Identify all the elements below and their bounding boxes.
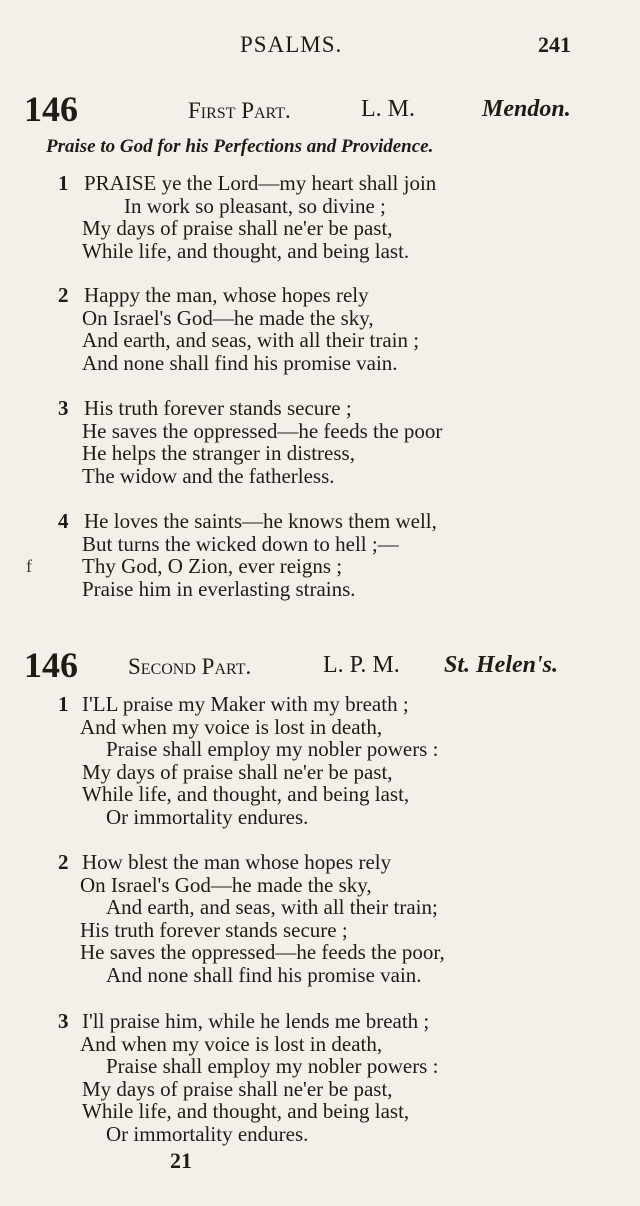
- verse-line: His truth forever stands secure ;: [80, 917, 348, 942]
- verse-line: I'll praise him, while he lends me breath ;: [82, 1009, 430, 1033]
- verse-line: He saves the oppressed—he feeds the poor,: [80, 940, 445, 965]
- stanza-line: [0, 284, 640, 307]
- stanza-line: [0, 510, 640, 533]
- stanza-line: [0, 578, 640, 601]
- hymn-number: 146: [24, 645, 78, 685]
- stanza-line: [0, 1078, 640, 1101]
- stanza-number: 3: [58, 1009, 69, 1033]
- verse-line: Happy the man, whose hopes rely: [84, 283, 369, 307]
- stanza-line: [0, 240, 640, 263]
- stanza-line: [0, 761, 640, 784]
- stanza-number: 2: [58, 283, 69, 307]
- stanza-line: [0, 738, 640, 761]
- hymn-header-second-part: [0, 644, 640, 688]
- stanza-line: [0, 172, 640, 195]
- verse-line: My days of praise shall ne'er be past,: [82, 759, 393, 784]
- stanza-line: [0, 307, 640, 330]
- verse-line: And none shall find his promise vain.: [106, 962, 422, 987]
- verse-line: While life, and thought, and being last,: [82, 782, 410, 807]
- verse-line: But turns the wicked down to hell ;—: [82, 531, 399, 556]
- verse-line: While life, and thought, and being last,: [82, 1099, 410, 1124]
- stanza-line: [0, 442, 640, 465]
- stanza-line: [0, 783, 640, 806]
- hymn-meter: L. M.: [361, 96, 415, 122]
- stanza-1-first-part: [0, 172, 640, 262]
- stanza-line: [0, 397, 640, 420]
- verse-line: And when my voice is lost in death,: [80, 1031, 383, 1056]
- stanza-line: [0, 420, 640, 443]
- stanza-3-first-part: [0, 397, 640, 487]
- page-number: 241: [538, 32, 571, 57]
- stanza-line: [0, 874, 640, 897]
- stanza-line: [0, 716, 640, 739]
- verse-line: The widow and the fatherless.: [82, 463, 335, 488]
- stanza-2-second-part: [0, 851, 640, 987]
- verse-line: And none shall find his promise vain.: [82, 350, 398, 375]
- stanza-line: [0, 1010, 640, 1033]
- verse-line: My days of praise shall ne'er be past,: [82, 1076, 393, 1101]
- stanza-line: [0, 329, 640, 352]
- verse-line: Or immortality endures.: [106, 804, 309, 829]
- verse-line: I'LL praise my Maker with my breath ;: [82, 692, 409, 716]
- verse-line: My days of praise shall ne'er be past,: [82, 216, 393, 241]
- hymn-number: 146: [24, 89, 78, 129]
- verse-line: He saves the oppressed—he feeds the poor: [82, 418, 443, 443]
- verse-line: Praise shall employ my nobler powers :: [106, 1054, 439, 1079]
- verse-line: PRAISE ye the Lord—my heart shall join: [84, 171, 437, 195]
- verse-line: In work so pleasant, so divine ;: [124, 193, 386, 218]
- running-head: [0, 30, 640, 64]
- verse-line: On Israel's God—he made the sky,: [82, 305, 374, 330]
- stanza-number: 1: [58, 692, 69, 716]
- verse-line: On Israel's God—he made the sky,: [80, 872, 372, 897]
- verse-line: He helps the stranger in distress,: [82, 441, 355, 466]
- stanza-3-second-part: [0, 1010, 640, 1146]
- stanza-number: 1: [58, 171, 69, 195]
- stanza-line: [0, 1055, 640, 1078]
- verse-line: Praise shall employ my nobler powers :: [106, 737, 439, 762]
- stanza-line: [0, 195, 640, 218]
- stanza-line: [0, 1123, 640, 1146]
- verse-line: And earth, and seas, with all their train;: [106, 895, 438, 920]
- stanza-line: [0, 555, 640, 578]
- signature-mark: 21: [170, 1148, 192, 1173]
- hymn-tune: Mendon.: [482, 96, 571, 122]
- verse-line: And earth, and seas, with all their train ;: [82, 328, 420, 353]
- verse-line: And when my voice is lost in death,: [80, 714, 383, 739]
- verse-line: While life, and thought, and being last.: [82, 238, 410, 263]
- verse-line: He loves the saints—he knows them well,: [84, 509, 437, 533]
- stanza-line: [0, 217, 640, 240]
- stanza-number: 2: [58, 850, 69, 874]
- stanza-line: [0, 1033, 640, 1056]
- hymn-part: Second Part.: [128, 654, 252, 679]
- verse-line: His truth forever stands secure ;: [84, 396, 352, 420]
- hymn-header-first-part: [0, 88, 640, 132]
- stanza-line: [0, 465, 640, 488]
- running-title: PSALMS.: [240, 32, 343, 57]
- stanza-line: [0, 941, 640, 964]
- verse-line: Praise him in everlasting strains.: [82, 576, 356, 601]
- stanza-line: [0, 533, 640, 556]
- stanza-line: [0, 806, 640, 829]
- margin-dynamic-mark: f: [26, 556, 32, 576]
- stanza-line: [0, 693, 640, 716]
- verse-line: Thy God, O Zion, ever reigns ;: [82, 554, 343, 579]
- stanza-line: [0, 964, 640, 987]
- hymn-subtitle: Praise to God for his Perfections and Providence.: [46, 136, 434, 157]
- verse-line: How blest the man whose hopes rely: [82, 850, 392, 874]
- hymn-tune: St. Helen's.: [444, 652, 559, 678]
- hymn-meter: L. P. M.: [323, 652, 400, 678]
- stanza-4-first-part: [0, 510, 640, 600]
- stanza-2-first-part: [0, 284, 640, 374]
- stanza-number: 4: [58, 509, 69, 533]
- stanza-line: [0, 851, 640, 874]
- stanza-line: [0, 1100, 640, 1123]
- stanza-number: 3: [58, 396, 69, 420]
- verse-line: Or immortality endures.: [106, 1121, 309, 1146]
- stanza-line: [0, 352, 640, 375]
- hymn-part: First Part.: [188, 98, 291, 123]
- stanza-line: [0, 919, 640, 942]
- stanza-1-second-part: [0, 693, 640, 829]
- stanza-line: [0, 896, 640, 919]
